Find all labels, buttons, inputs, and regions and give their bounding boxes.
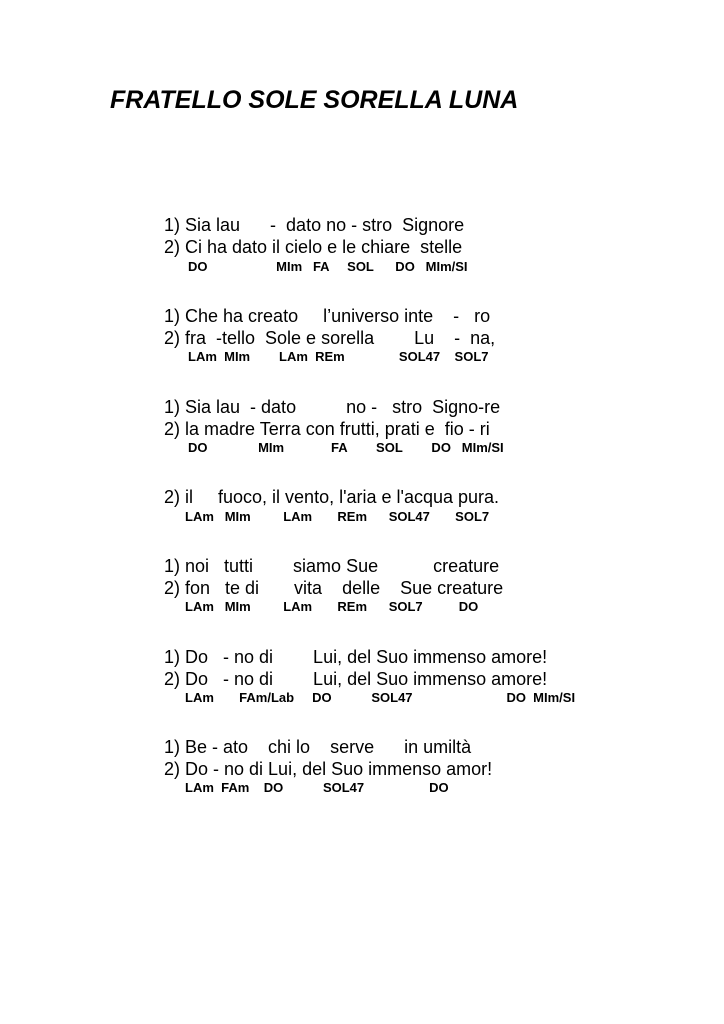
chord-line: LAm MIm LAm REm SOL47 SOL7 <box>188 349 489 364</box>
chord-line: LAm MIm LAm REm SOL7 DO <box>185 599 479 614</box>
lyric-line: 1) Sia lau - dato no - stro Signore <box>164 215 465 235</box>
lyric-line: 2) il fuoco, il vento, l'aria e l'acqua pura. <box>164 487 500 507</box>
lyric-line: 1) Be - ato chi lo serve in umiltà <box>164 737 472 757</box>
lyric-line: 1) Do - no di Lui, del Suo immenso amore! <box>164 647 548 667</box>
lyric-line: 2) fra -tello Sole e sorella Lu - na, <box>164 328 496 348</box>
lyric-line: 1) Che ha creato l’universo inte - ro <box>164 306 491 326</box>
chord-line: LAm FAm/Lab DO SOL47 DO MIm/SI <box>185 690 576 705</box>
lyric-line: 1) noi tutti siamo Sue creature <box>164 556 500 576</box>
chord-line: LAm FAm DO SOL47 DO <box>185 780 449 795</box>
chord-line: LAm MIm LAm REm SOL47 SOL7 <box>185 509 490 524</box>
lyric-line: 2) Do - no di Lui, del Suo immenso amore! <box>164 669 548 689</box>
lyric-line: 2) Do - no di Lui, del Suo immenso amor! <box>164 759 493 779</box>
chord-line: DO MIm FA SOL DO MIm/SI <box>188 440 504 455</box>
lyric-line: 2) la madre Terra con frutti, prati e fio - ri <box>164 419 490 439</box>
lyric-line: 2) Ci ha dato il cielo e le chiare stelle <box>164 237 463 257</box>
lyric-line: 1) Sia lau - dato no - stro Signo-re <box>164 397 501 417</box>
song-title: FRATELLO SOLE SORELLA LUNA <box>110 86 519 114</box>
lyric-line: 2) fon te di vita delle Sue creature <box>164 578 504 598</box>
chord-line: DO MIm FA SOL DO MIm/SI <box>188 259 468 274</box>
